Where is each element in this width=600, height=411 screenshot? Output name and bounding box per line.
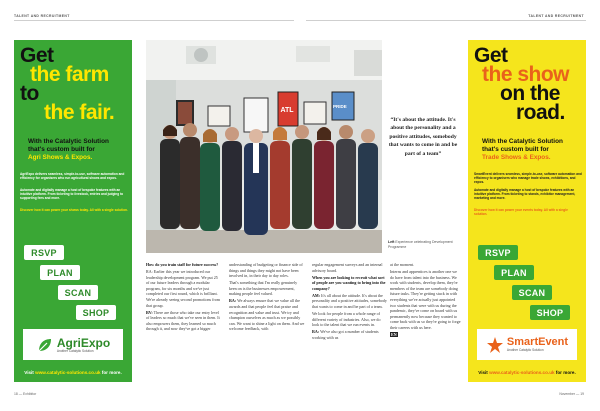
page-number-left: 18 — Exhibitor <box>14 392 37 396</box>
ad-right-visit-suffix: for more. <box>555 370 576 375</box>
smartevent-logo-sub: Another Catalytic Solution <box>506 348 544 352</box>
poster-atl-text: ATL <box>280 107 294 114</box>
shop-pill: SHOP <box>76 305 116 320</box>
ad-left-visit-line[interactable] <box>14 363 132 382</box>
ad-right-body-1: SmartEvent delivers seamless, simple-to-use, software automation and efficiency to organisers who manage trade shows, exhibitions, and expos. <box>474 172 582 185</box>
photo-caption <box>388 240 460 249</box>
smartevent-star-icon <box>486 336 504 354</box>
ad-left-body-2: Automate and digitally manage a host of bespoke features with an intuitive platform. From ticketing to livestock, entries and judging to supporting fees and more. <box>20 188 124 201</box>
ad-left-visit-prefix: Visit <box>24 370 34 375</box>
section-title-right: TALENT AND RECRUITMENT <box>528 14 584 18</box>
article-c2-p2: That's something that I'm really genuinely keen on is the businesses empowerment, making people feel valued. <box>229 280 298 297</box>
article-c1-q1: How do you train staff for future success? <box>146 262 219 267</box>
article-c2-q1: RA: <box>229 298 237 304</box>
article-c4-p1: at the moment. <box>390 262 415 267</box>
team-photo <box>146 40 382 253</box>
article-c3-p4: We've also got a number of students working with us <box>312 329 379 340</box>
ad-right-visit-url[interactable]: www.catalytic-solutions.co.uk <box>489 370 555 375</box>
scan-pill: SCAN <box>58 285 98 300</box>
ad-right-tagline-1: With the Catalytic Solution <box>482 138 563 145</box>
ad-right-body-2: Automate and digitally manage a host of bespoke features with an intuitive platform. From ticketing to stands, exhibitor management, marketing and more. <box>474 188 576 201</box>
ad-left-tagline-1: With the Catalytic Solution <box>28 138 109 145</box>
header-rule-left <box>14 20 294 21</box>
article-c3-p1: regular engagement surveys and an internal advisory board. <box>312 262 383 273</box>
team-photo-illustration <box>146 40 382 253</box>
ad-right-visit-prefix: Visit <box>478 370 488 375</box>
smartevent-logo-name: SmartEvent <box>506 336 569 348</box>
header-rule-right <box>306 20 586 21</box>
ad-right-visit-line[interactable] <box>468 363 586 382</box>
plan-pill: PLAN <box>40 265 80 280</box>
plan-pill: PLAN <box>494 265 534 280</box>
rsvp-pill: RSVP <box>478 245 518 260</box>
page-number-right: November — 19 <box>559 392 584 396</box>
section-title-left: TALENT AND RECRUITMENT <box>14 14 70 18</box>
ad-left-headline-4: the fair. <box>44 101 115 124</box>
ad-left-tagline-2: that's custom built for <box>28 146 95 153</box>
poster-pride-text: PRIDE <box>333 104 347 109</box>
article-column-1 <box>146 262 222 333</box>
ad-left-body-3: Discover how it can power your shows today. All with a single solution. <box>20 208 128 212</box>
article-c4-p2: Interns and apprentices is another one we do have from talent into the business. We work with students, develop them, they're members of the team are somebody doing future tasks. They're getting stuck in with everything we've actually just appointed two students that were with us during the pandemic, they've come on board with us permanently now because they wanted to come back with us so they're going to forge their careers with us here. <box>390 269 461 330</box>
article-end-mark: EN <box>391 331 397 337</box>
smartevent-advert[interactable] <box>468 40 586 382</box>
photo-caption-text: Experience celebrating Development Programme <box>388 240 453 249</box>
ad-right-tagline-2: that's custom built for <box>482 146 549 153</box>
ad-left-headline-2: the farm <box>30 63 109 86</box>
article-c1-p2: There are those who take our entry level of leaders so much that we've seen in them. It also empowers them, they learned so much through it, and now they've got a bigger <box>146 309 220 332</box>
photo-caption-label: Left <box>388 240 395 244</box>
rsvp-pill: RSVP <box>24 245 64 260</box>
agriexpo-logo <box>23 329 123 360</box>
article-c3-q2: AM: <box>312 292 321 298</box>
shop-pill: SHOP <box>530 305 570 320</box>
ad-right-headline-4: road. <box>516 101 565 124</box>
pull-quote: “It's about the attitude. It's about the personality and a positive attitudes, somebody that wants to come in and be part of a team” <box>388 117 458 157</box>
ad-left-headline-1: Get <box>20 44 54 67</box>
ad-right-headline-3: on the <box>500 82 560 105</box>
article-c2-p3: We always ensure that we value all the awards and that people feel that praise and recognition and value and trust. We try and champion ourselves as much as we possibly can. We want to shine a light on them. And we welcome feedback, with <box>229 298 305 332</box>
article-column-3 <box>312 262 388 342</box>
smartevent-logo <box>477 329 577 360</box>
agriexpo-leaf-icon <box>36 336 54 354</box>
ad-left-tagline-3: Agri Shows & Expos. <box>28 154 93 161</box>
ad-right-headline-1: Get <box>474 44 508 67</box>
article-c1-p1: RA: Earlier this year we introduced our leadership development program. We put 25 of our future leaders through a modular program, for six months and we've just completed our first round, which is brilliant. We're already seeing second promotions from that group. <box>146 269 221 308</box>
agriexpo-advert[interactable] <box>14 40 132 382</box>
article-c3-p3: We look for people from a whole range of different variety of industries. Also, we do look to the talent that we run events in. <box>312 311 381 328</box>
agriexpo-logo-name: AgriExpo <box>56 335 111 350</box>
ad-right-body-3: Discover how it can power your events today. All with a single solution. <box>474 208 568 217</box>
article-c3-p2: It's all about the attitude. It's about the personality and a positive attitudes, somebody that wants to come in and be part of a team. <box>312 292 387 310</box>
ad-left-visit-suffix: for more. <box>101 370 122 375</box>
ad-left-visit-url[interactable]: www.catalytic-solutions.co.uk <box>35 370 101 375</box>
article-column-2 <box>229 262 305 333</box>
article-c2-p1: understanding of budgeting or finance side of things and things they might not have been involved in, in their day to day roles. <box>229 262 303 279</box>
article-c1-q2: RV: <box>146 309 153 315</box>
ad-left-body-1: AgriExpo delivers seamless, simple-to-use, software automation and efficiency for organisers who run agricultural shows and expos. <box>20 172 125 181</box>
ad-right-tagline-3: Trade Shows & Expos. <box>482 154 551 161</box>
article-c3-q3: RA: <box>312 329 320 335</box>
ad-left-headline-3: to <box>20 82 39 105</box>
ad-right-headline-2: the show <box>482 63 570 86</box>
scan-pill: SCAN <box>512 285 552 300</box>
agriexpo-logo-sub: Another Catalytic Solution <box>56 348 94 353</box>
article-column-4 <box>390 262 462 339</box>
article-c3-q1: When you are looking to recruit what sort of people are you wanting to bring into the company? <box>312 274 386 291</box>
